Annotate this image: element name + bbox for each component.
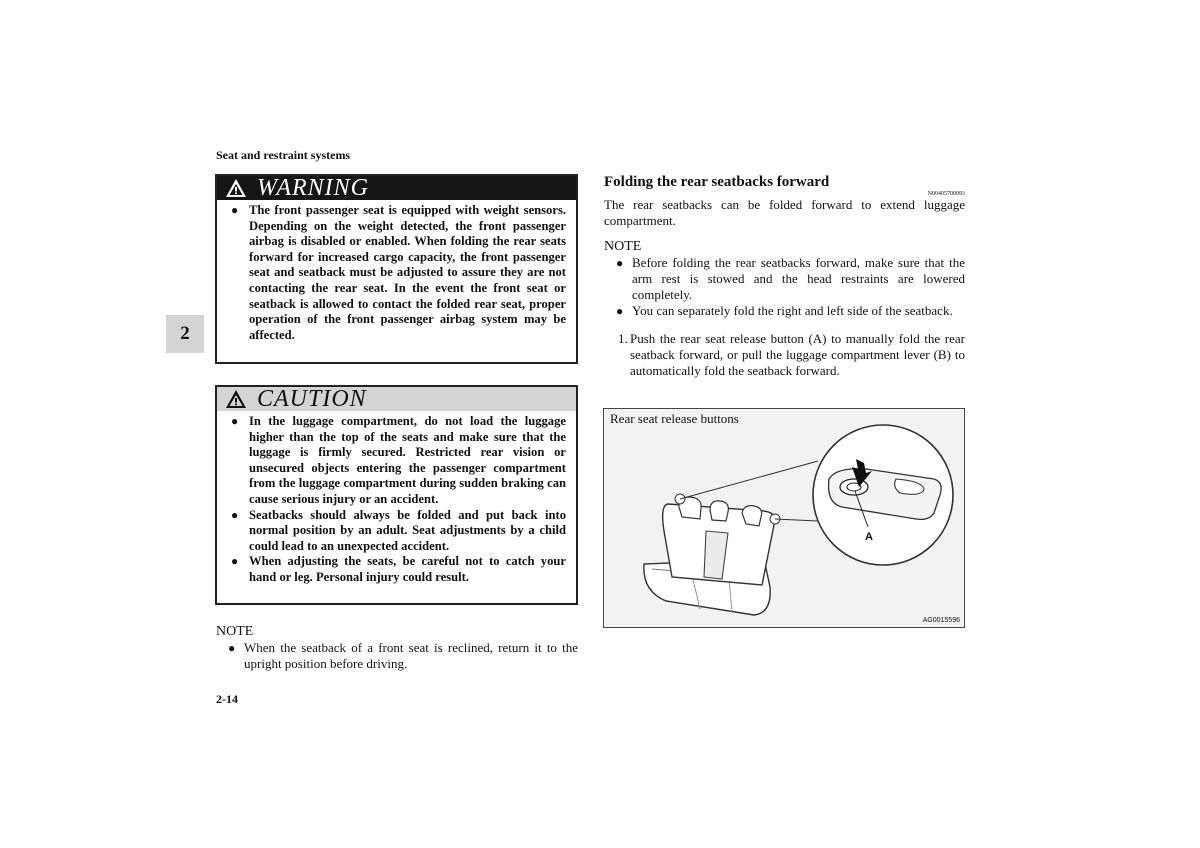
warning-title: WARNING bbox=[257, 175, 369, 201]
figure-code: AG0015596 bbox=[922, 617, 960, 624]
left-note bbox=[216, 624, 578, 672]
step-number: 1. bbox=[618, 331, 628, 346]
right-note-label: NOTE bbox=[604, 239, 642, 254]
right-note-item-text: You can separately fold the right and left side of the seatback. bbox=[632, 303, 953, 318]
bullet-icon: ● bbox=[231, 203, 239, 217]
note-list bbox=[216, 640, 578, 672]
callout-a-label: A bbox=[865, 531, 873, 543]
section-header: Seat and restraint systems bbox=[216, 148, 351, 162]
bullet-icon: ● bbox=[228, 641, 236, 655]
bullet-icon: ● bbox=[616, 304, 624, 318]
bullet-icon: ● bbox=[231, 507, 239, 522]
caution-item bbox=[231, 554, 566, 585]
caution-list bbox=[217, 411, 576, 590]
caution-item bbox=[231, 508, 566, 555]
rear-seat-illustration bbox=[604, 409, 964, 627]
warning-box bbox=[215, 174, 578, 364]
caution-triangle-icon bbox=[225, 389, 247, 409]
chapter-tab bbox=[166, 315, 204, 353]
caution-header bbox=[217, 387, 576, 411]
caution-item-text: In the luggage compartment, do not load the luggage higher than the top of the seats and make sure that the luggage is firmly secured. Restricted rear vision or unsecured objects entering the passenger compartment from the luggage compartment during sudden braking can cause serious injury or an accident. bbox=[249, 414, 566, 506]
right-note-item bbox=[616, 303, 965, 319]
warning-header bbox=[217, 176, 576, 200]
right-note-item bbox=[616, 255, 965, 303]
caution-box bbox=[215, 385, 578, 605]
note-label: NOTE bbox=[216, 624, 254, 639]
section-heading: Folding the rear seatbacks forward bbox=[604, 174, 830, 190]
figure-caption: Rear seat release buttons bbox=[610, 411, 739, 426]
bullet-icon: ● bbox=[231, 414, 239, 428]
chapter-number: 2 bbox=[180, 323, 190, 344]
note-item-text: When the seatback of a front seat is reclined, return it to the upright position before driving. bbox=[244, 640, 578, 671]
section-code: N00405700093 bbox=[927, 191, 965, 197]
step-text: Push the rear seat release button (A) to manually fold the rear seatback forward, or pull the luggage compartment lever (B) to automatically fold the seatback forward. bbox=[630, 331, 965, 378]
warning-list bbox=[217, 200, 576, 347]
note-item bbox=[228, 640, 578, 672]
caution-item-text: Seatbacks should always be folded and put back into normal position by an adult. Seat adjustments by a child could lead to an unexpected accident. bbox=[249, 507, 566, 553]
caution-item bbox=[231, 414, 566, 508]
warning-item bbox=[231, 203, 566, 343]
page-number: 2-14 bbox=[216, 692, 238, 706]
warning-triangle-icon bbox=[225, 178, 247, 198]
figure-box bbox=[603, 408, 965, 628]
caution-title: CAUTION bbox=[257, 386, 367, 412]
right-column bbox=[604, 174, 965, 379]
warning-item-text: The front passenger seat is equipped with weight sensors. Depending on the weight detected, the front passenger airbag is disabled or enabled. When folding the rear seats forward for increased cargo capacity, the front passenger seat and seatback must be adjusted to assure they are not contacting the rear seat. In the event the front seat or seatback is allowed to contact the folded rear seat, proper operation of the front passenger airbag system may be affected. bbox=[249, 203, 566, 342]
step-1 bbox=[604, 331, 965, 379]
intro-paragraph: The rear seatbacks can be folded forward to extend luggage compartment. bbox=[604, 197, 965, 228]
right-note-item-text: Before folding the rear seatbacks forward, make sure that the arm rest is stowed and the head restraints are lowered completely. bbox=[632, 255, 965, 302]
caution-item-text: When adjusting the seats, be careful not to catch your hand or leg. Personal injury could result. bbox=[249, 554, 566, 584]
bullet-icon: ● bbox=[616, 256, 624, 270]
right-note-list bbox=[604, 255, 965, 319]
bullet-icon: ● bbox=[231, 554, 239, 569]
